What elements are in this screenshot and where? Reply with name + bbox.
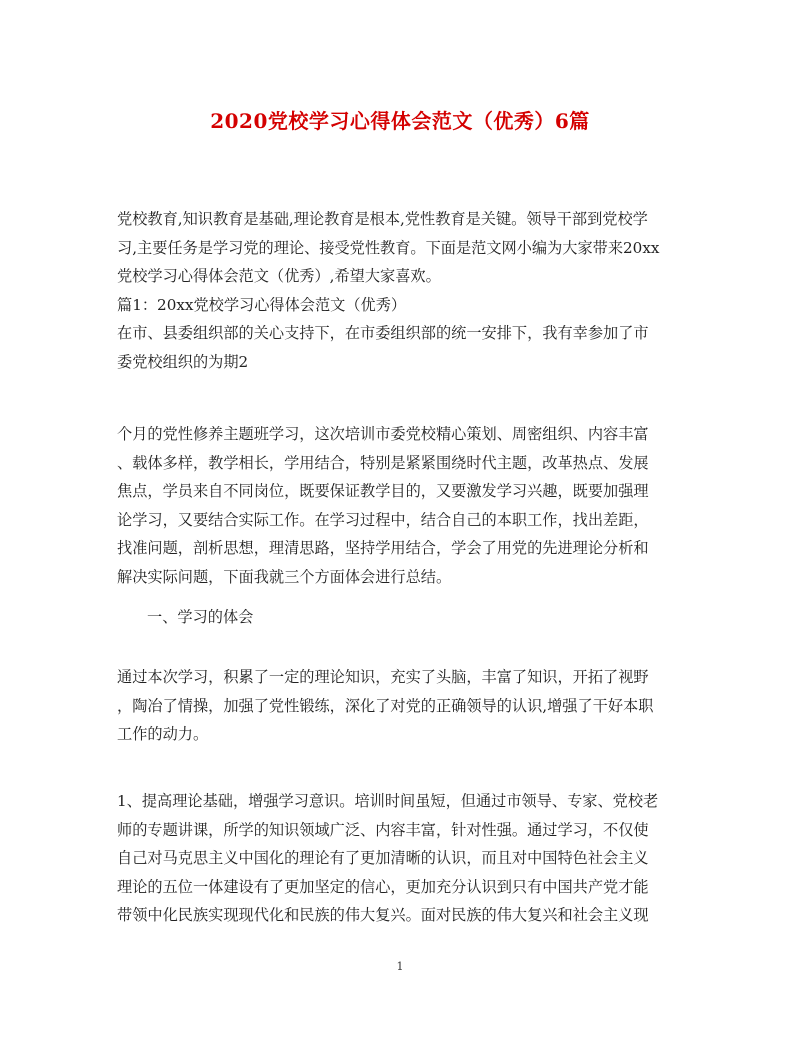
text-line: 党校教育,知识教育是基础,理论教育是根本,党性教育是关键。领导干部到党校学 — [117, 210, 648, 228]
text-line: 理论的五位一体建设有了更加坚定的信心，更加充分认识到只有中国共产党才能 — [117, 877, 649, 896]
text-line: 个月的党性修养主题班学习，这次培训市委党校精心策划、周密组织、内容丰富 — [117, 425, 649, 443]
document-title: 2020党校学习心得体会范文（优秀）6篇 — [210, 109, 590, 133]
text-line: 党校学习心得体会范文（优秀）,希望大家喜欢。 — [117, 267, 441, 286]
text-line: 通过本次学习，积累了一定的理论知识，充实了头脑，丰富了知识，开拓了视野 — [117, 668, 649, 686]
text-line: 焦点，学员来自不同岗位，既要保证教学目的，又要激发学习兴趣，既要加强理 — [117, 482, 649, 501]
text-line: 1、提高理论基础，增强学习意识。培训时间虽短，但通过市领导、专家、党校老 — [117, 792, 659, 810]
text-line: 、载体多样，教学相长，学用结合，特别是紧紧围绕时代主题，改革热点、发展 — [117, 453, 649, 472]
text-line: 解决实际问题，下面我就三个方面体会进行总结。 — [117, 567, 452, 586]
text-line: 自己对马克思主义中国化的理论有了更加清晰的认识，而且对中国特色社会主义 — [117, 849, 649, 868]
paragraph-2 — [117, 420, 685, 592]
page-number: 1 — [396, 960, 404, 973]
paragraph-3 — [117, 663, 685, 749]
text-line: ，陶冶了情操，加强了党性锻练，深化了对党的正确领导的认识,增强了干好本职 — [117, 696, 654, 715]
text-line: 找准问题，剖析思想，理清思路，坚持学用结合，学会了用党的先进理论分析和 — [117, 539, 649, 558]
section-heading: 篇1：20xx党校学习心得体会范文（优秀） — [117, 295, 407, 314]
subheading-text: 一、学习的体会 — [147, 608, 254, 626]
text-line: 在市、县委组织部的关心支持下，在市委组织部的统一安排下，我有幸参加了市 — [117, 324, 649, 343]
paragraph-4 — [117, 787, 685, 930]
intro-paragraph — [117, 205, 685, 377]
text-line: 习,主要任务是学习党的理论、接受党性教育。下面是范文网小编为大家带来20xx — [117, 238, 660, 257]
text-line: 委党校组织的为期2 — [117, 352, 249, 371]
text-line: 带领中化民族实现现代化和民族的伟大复兴。面对民族的伟大复兴和社会主义现 — [117, 906, 649, 925]
text-line: 工作的动力。 — [117, 725, 209, 744]
text-line: 师的专题讲课，所学的知识领域广泛、内容丰富，针对性强。通过学习，不仅使 — [117, 820, 649, 839]
subheading — [147, 603, 715, 632]
text-line: 论学习，又要结合实际工作。在学习过程中，结合自己的本职工作，找出差距， — [117, 510, 649, 529]
